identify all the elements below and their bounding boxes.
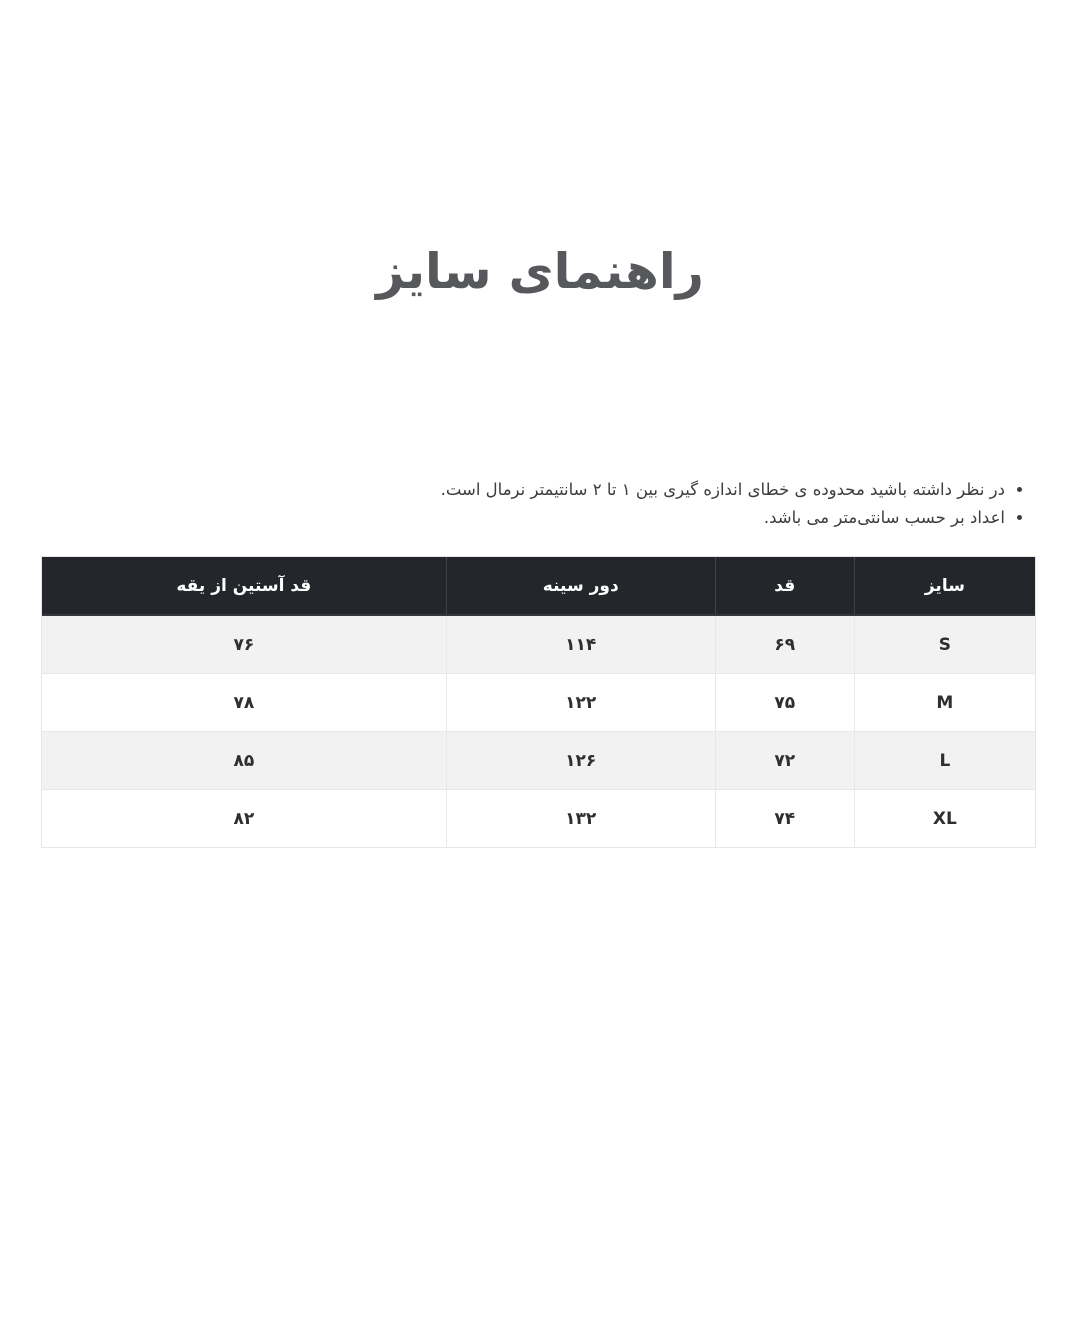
cell-chest: ۱۲۲ xyxy=(446,674,715,732)
header-cell-chest: دور سینه xyxy=(446,557,715,615)
cell-height: ۷۵ xyxy=(715,674,854,732)
table-row xyxy=(42,674,1035,732)
cell-height: ۷۲ xyxy=(715,732,854,790)
cell-chest: ۱۱۴ xyxy=(446,615,715,674)
cell-sleeve: ۷۶ xyxy=(42,615,446,674)
table-row xyxy=(42,732,1035,790)
cell-chest: ۱۲۶ xyxy=(446,732,715,790)
note-item-units: • اعداد بر حسب سانتی‌متر می باشد. xyxy=(441,504,1005,532)
size-table-body xyxy=(42,615,1035,847)
header-cell-height: قد xyxy=(715,557,854,615)
table-row xyxy=(42,615,1035,674)
size-table xyxy=(42,557,1035,847)
header-cell-size: سایز xyxy=(854,557,1035,615)
header-row xyxy=(42,557,1035,615)
page-title: راهنمای سایز xyxy=(376,243,704,300)
cell-size: S xyxy=(854,615,1035,674)
cell-height: ۷۴ xyxy=(715,790,854,848)
size-table-header xyxy=(42,557,1035,615)
cell-sleeve: ۷۸ xyxy=(42,674,446,732)
notes-list xyxy=(441,476,1019,532)
cell-chest: ۱۳۲ xyxy=(446,790,715,848)
cell-size: L xyxy=(854,732,1035,790)
note-item-tolerance: • در نظر داشته باشید محدوده ی خطای اندازه گیری بین ۱ تا ۲ سانتیمتر نرمال است. xyxy=(441,476,1005,504)
cell-sleeve: ۸۵ xyxy=(42,732,446,790)
cell-size: XL xyxy=(854,790,1035,848)
table-row xyxy=(42,790,1035,848)
cell-size: M xyxy=(854,674,1035,732)
header-cell-sleeve: قد آستین از یقه xyxy=(42,557,446,615)
cell-sleeve: ۸۲ xyxy=(42,790,446,848)
size-guide-table xyxy=(41,556,1036,848)
cell-height: ۶۹ xyxy=(715,615,854,674)
